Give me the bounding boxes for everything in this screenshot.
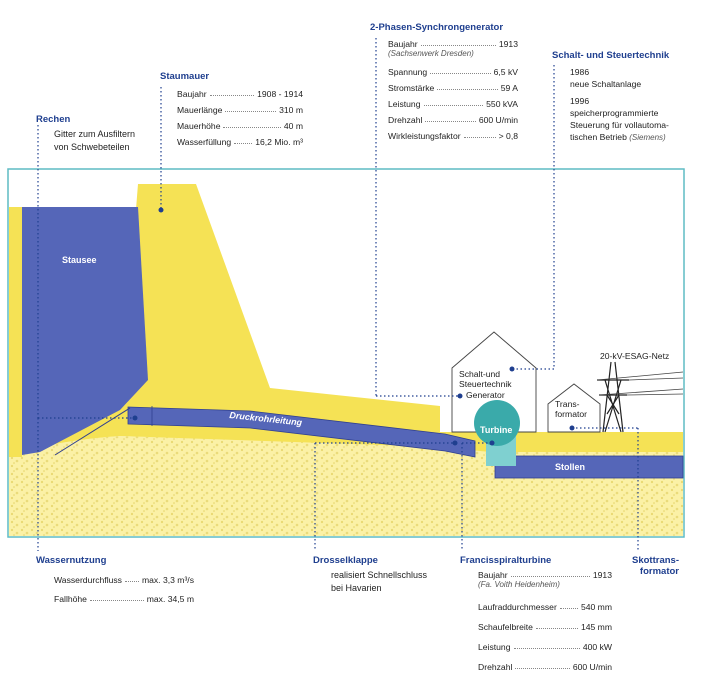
- house-label-2: Steuertechnik: [459, 379, 512, 389]
- drossel-title: Drosselklappe: [313, 555, 378, 566]
- generator-specs: Baujahr 1913 (Sachsenwerk Dresden) Spannung 6,5 kV Stromstärke 59 A Leistung 550 kVA Drehzahl 600 U/min Wirkleistungsfaktor > 0,8: [388, 39, 518, 141]
- francis-title: Francisspiralturbine: [460, 555, 552, 566]
- druckrohrleitung-label: Druckrohrleitung: [228, 410, 303, 428]
- francis-maker: (Fa. Voith Heidenheim): [478, 580, 560, 589]
- staumauer-title: Staumauer: [160, 71, 210, 82]
- wassernutzung-title: Wassernutzung: [36, 555, 107, 566]
- staumauer-specs: Baujahr 1908 - 1914 Mauerlänge 310 m Mauerhöhe 40 m Wasserfüllung 16,2 Mio. m³: [177, 89, 303, 147]
- generator-maker: (Sachsenwerk Dresden): [388, 49, 474, 58]
- turbine-label: Turbine: [480, 425, 513, 435]
- wassernutzung-specs: Wasserdurchfluss max. 3,3 m³/s Fallhöhe max. 34,5 m: [54, 575, 194, 604]
- turbine-circle: [474, 400, 520, 446]
- trafo-label-1: Trans-: [555, 399, 580, 409]
- schalt-desc: 1986 neue Schaltanlage 1996 speicherprogrammierte Steuerung für vollautoma- tischen Betrieb (Siemens): [570, 67, 669, 142]
- stollen: [495, 456, 683, 478]
- house-label-1: Schalt-und: [459, 369, 501, 379]
- generator-title: 2-Phasen-Synchrongenerator: [370, 22, 504, 33]
- generator-label: Generator: [466, 390, 505, 400]
- francis-specs: Baujahr 1913 (Fa. Voith Heidenheim) Laufraddurchmesser 540 mm Schaufelbreite 145 mm Leistung 400 kW Drehzahl 600 U/min: [478, 570, 612, 672]
- netz-label: 20-kV-ESAG-Netz: [600, 351, 670, 361]
- rechen-title: Rechen: [36, 114, 71, 125]
- stausee-label: Stausee: [62, 255, 97, 265]
- rechen-desc: Gitter zum Ausfiltern von Schwebeteilen: [54, 129, 136, 152]
- skott-title: Skottrans- formator: [632, 555, 679, 577]
- schalt-title: Schalt- und Steuertechnik: [552, 50, 670, 61]
- trafo-label-2: formator: [555, 409, 587, 419]
- stollen-label: Stollen: [555, 462, 586, 472]
- drossel-desc: realisiert Schnellschluss bei Havarien: [331, 570, 428, 593]
